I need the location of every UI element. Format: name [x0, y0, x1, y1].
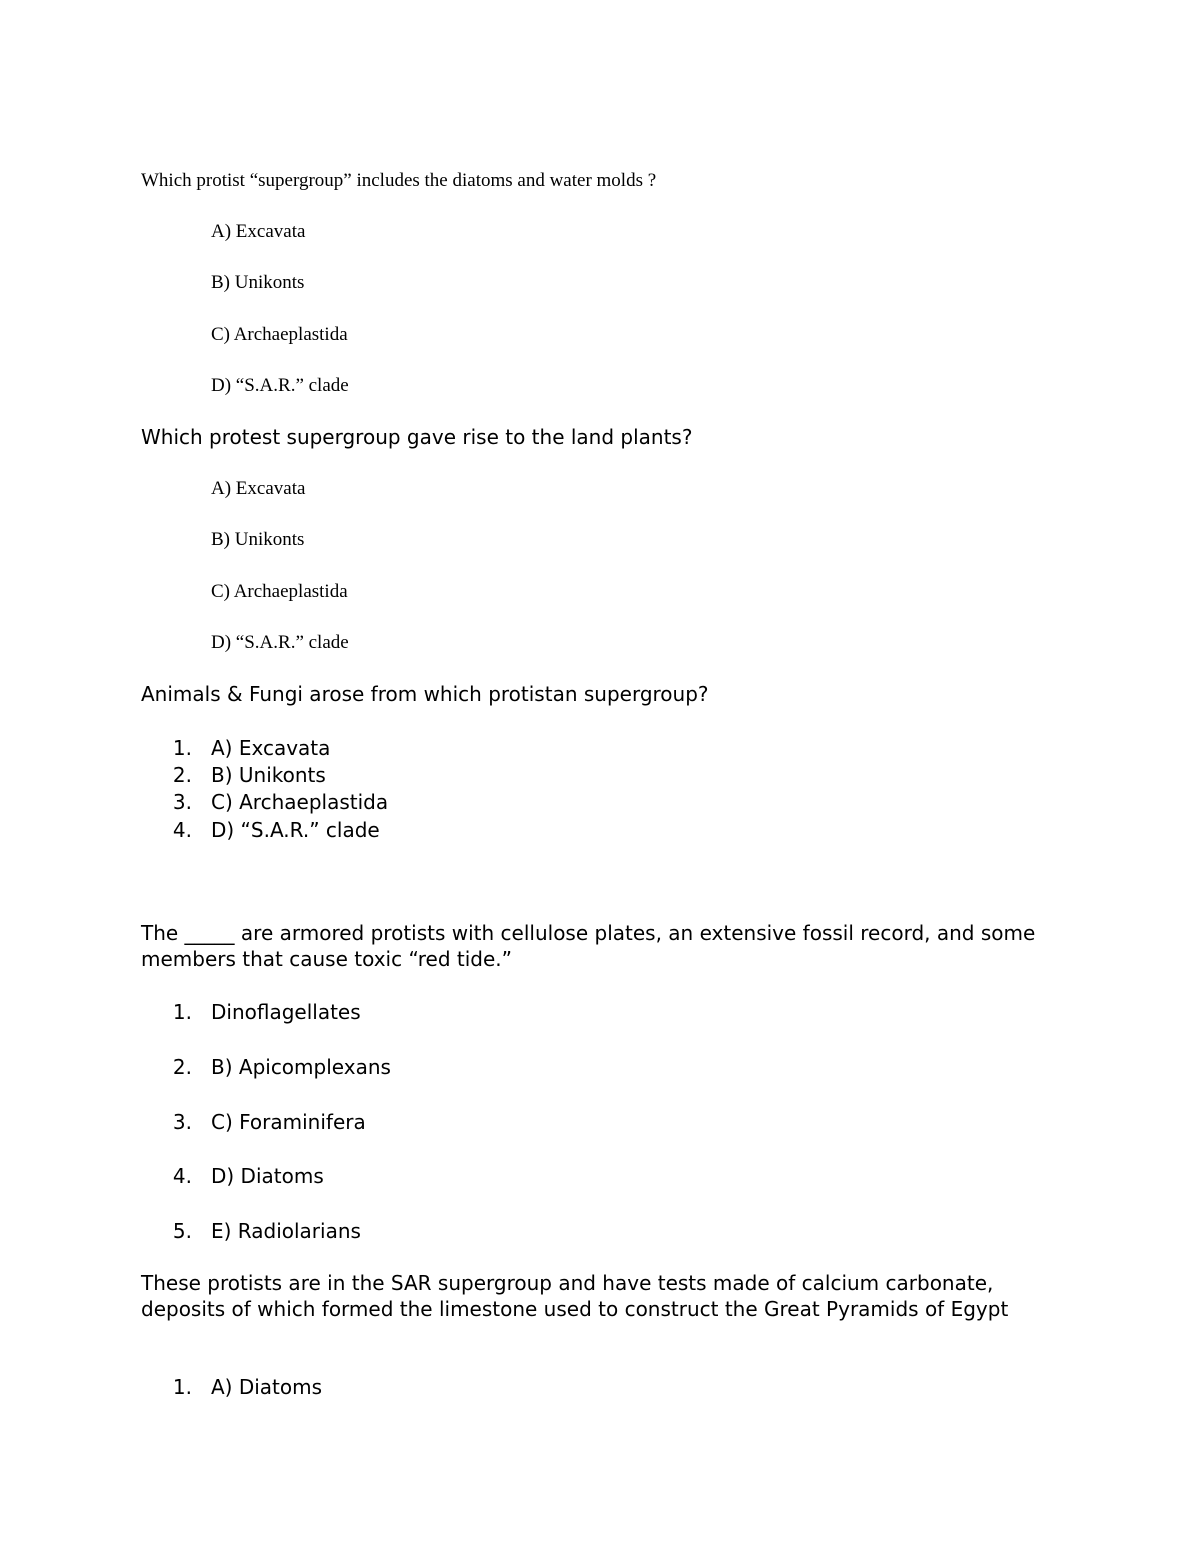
question-4-text: The _____ are armored protists with cellulose plates, an extensive fossil record, and some members that cause toxic “red tide.”	[141, 921, 1036, 971]
question-4-option-5: E) Radiolarians	[211, 1219, 361, 1243]
question-5-option-a: A) Diatoms	[211, 1375, 323, 1399]
question-4-option-2: B) Apicomplexans	[211, 1055, 391, 1079]
question-2-option-b: B) Unikonts	[211, 529, 305, 550]
question-4-option-4: D) Diatoms	[211, 1164, 324, 1188]
question-4-option-3: C) Foraminifera	[211, 1110, 366, 1134]
question-4-number-4: 4.	[172, 1164, 192, 1188]
question-3-text: Animals & Fungi arose from which protistan supergroup?	[141, 682, 709, 706]
question-3-option-d: D) “S.A.R.” clade	[211, 818, 380, 842]
question-3-option-a: A) Excavata	[211, 736, 331, 760]
question-4-number-3: 3.	[172, 1110, 192, 1134]
question-2-option-a: A) Excavata	[211, 478, 306, 499]
question-2-option-d: D) “S.A.R.” clade	[211, 632, 349, 653]
question-4-option-1: Dinoflagellates	[211, 1000, 361, 1024]
question-4-number-5: 5.	[172, 1219, 192, 1243]
question-3-number-3: 3.	[172, 790, 192, 814]
question-5-number-1: 1.	[172, 1375, 192, 1399]
question-5-text: These protists are in the SAR supergroup and have tests made of calcium carbonate, deposits of which formed the limestone used to construct the Great Pyramids of Egypt	[141, 1271, 1009, 1321]
question-1-option-b: B) Unikonts	[211, 272, 305, 293]
question-3-option-c: C) Archaeplastida	[211, 790, 389, 814]
question-2-option-c: C) Archaeplastida	[211, 581, 348, 602]
question-1-text: Which protist “supergroup” includes the diatoms and water molds ?	[141, 170, 657, 191]
question-4-number-2: 2.	[172, 1055, 192, 1079]
question-1-option-c: C) Archaeplastida	[211, 324, 348, 345]
question-3-option-b: B) Unikonts	[211, 763, 326, 787]
question-3-number-4: 4.	[172, 818, 192, 842]
question-2-text: Which protest supergroup gave rise to the land plants?	[141, 425, 693, 449]
question-3-number-2: 2.	[172, 763, 192, 787]
question-4-number-1: 1.	[172, 1000, 192, 1024]
question-3-number-1: 1.	[172, 736, 192, 760]
question-1-option-a: A) Excavata	[211, 221, 306, 242]
question-1-option-d: D) “S.A.R.” clade	[211, 375, 349, 396]
